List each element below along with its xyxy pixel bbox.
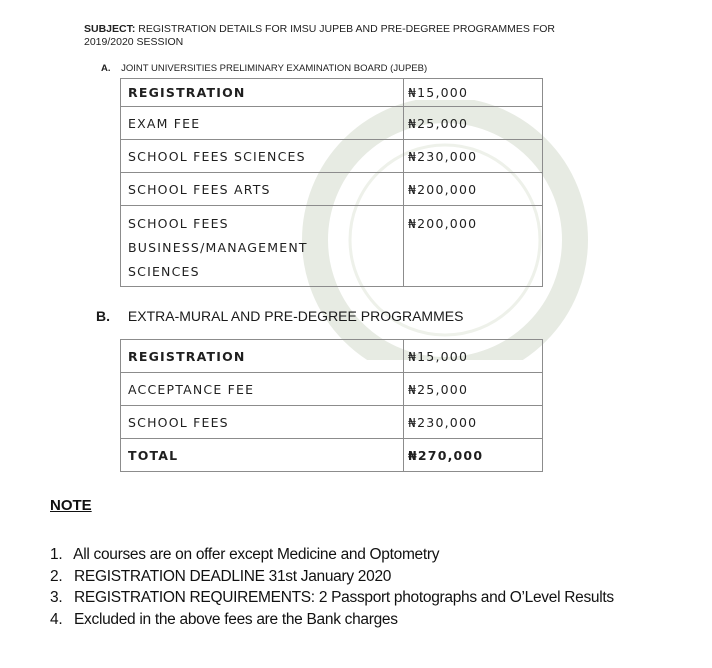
table-row [121, 439, 543, 472]
list-item [50, 568, 614, 590]
subject-session: 2019/2020 SESSION [84, 35, 184, 48]
note-text: All courses are on offer except Medicine and Optometry [73, 546, 440, 563]
fee-label-line: BUSINESS/MANAGEMENT [128, 240, 308, 255]
fee-label: REGISTRATION [121, 340, 404, 373]
fee-amount: ₦230,000 [404, 406, 543, 439]
note-text: Excluded in the above fees are the Bank charges [74, 610, 398, 628]
total-label: TOTAL [121, 439, 404, 472]
note-text: REGISTRATION REQUIREMENTS: 2 Passport photographs and O’Level Results [74, 589, 614, 606]
table-row [121, 79, 543, 107]
fee-label: SCHOOL FEES SCIENCES [121, 140, 404, 173]
fee-amount: ₦230,000 [404, 140, 543, 173]
note-number: 4. [50, 610, 63, 628]
fee-label: SCHOOL FEES ARTS [121, 173, 404, 206]
fee-amount: ₦25,000 [404, 373, 543, 406]
subject-text: REGISTRATION DETAILS FOR IMSU JUPEB AND PRE-DEGREE PROGRAMMES FOR [138, 23, 556, 35]
fee-label-line: SCHOOL FEES [128, 216, 229, 231]
list-item [50, 589, 614, 611]
section-a-title: JOINT UNIVERSITIES PRELIMINARY EXAMINATION BOARD (JUPEB) [121, 63, 428, 74]
total-amount: ₦270,000 [404, 439, 543, 472]
subject-line [84, 23, 644, 48]
note-number: 1. [50, 546, 63, 563]
section-a-heading [101, 63, 427, 74]
fee-label: EXAM FEE [121, 107, 404, 140]
section-a-letter: A. [101, 63, 111, 74]
list-item [50, 611, 614, 633]
fee-label: SCHOOL FEES [121, 406, 404, 439]
fee-label-line: SCIENCES [128, 264, 200, 279]
section-b-title: EXTRA-MURAL AND PRE-DEGREE PROGRAMMES [127, 308, 464, 324]
table-row [121, 173, 543, 206]
jupeb-fees-table [120, 78, 543, 287]
notes-list [50, 546, 614, 632]
note-number: 3. [50, 589, 63, 606]
fee-label [121, 206, 404, 287]
predegree-fees-table [120, 339, 543, 472]
fee-amount: ₦15,000 [404, 340, 543, 373]
fee-amount: ₦200,000 [404, 206, 543, 287]
section-b-heading [96, 308, 463, 324]
table-row [121, 107, 543, 140]
table-row [121, 206, 543, 287]
list-item [50, 546, 614, 568]
note-number: 2. [50, 567, 63, 585]
fee-amount: ₦25,000 [404, 107, 543, 140]
table-row [121, 340, 543, 373]
fee-label: ACCEPTANCE FEE [121, 373, 404, 406]
section-b-letter: B. [96, 308, 110, 324]
subject-label: SUBJECT: [84, 23, 136, 35]
table-row [121, 140, 543, 173]
table-row [121, 373, 543, 406]
fee-label: REGISTRATION [121, 79, 404, 107]
fee-amount: ₦200,000 [404, 173, 543, 206]
table-row [121, 406, 543, 439]
fee-amount: ₦15,000 [404, 79, 543, 107]
note-heading: NOTE [50, 497, 92, 514]
note-text: REGISTRATION DEADLINE 31st January 2020 [74, 567, 392, 585]
